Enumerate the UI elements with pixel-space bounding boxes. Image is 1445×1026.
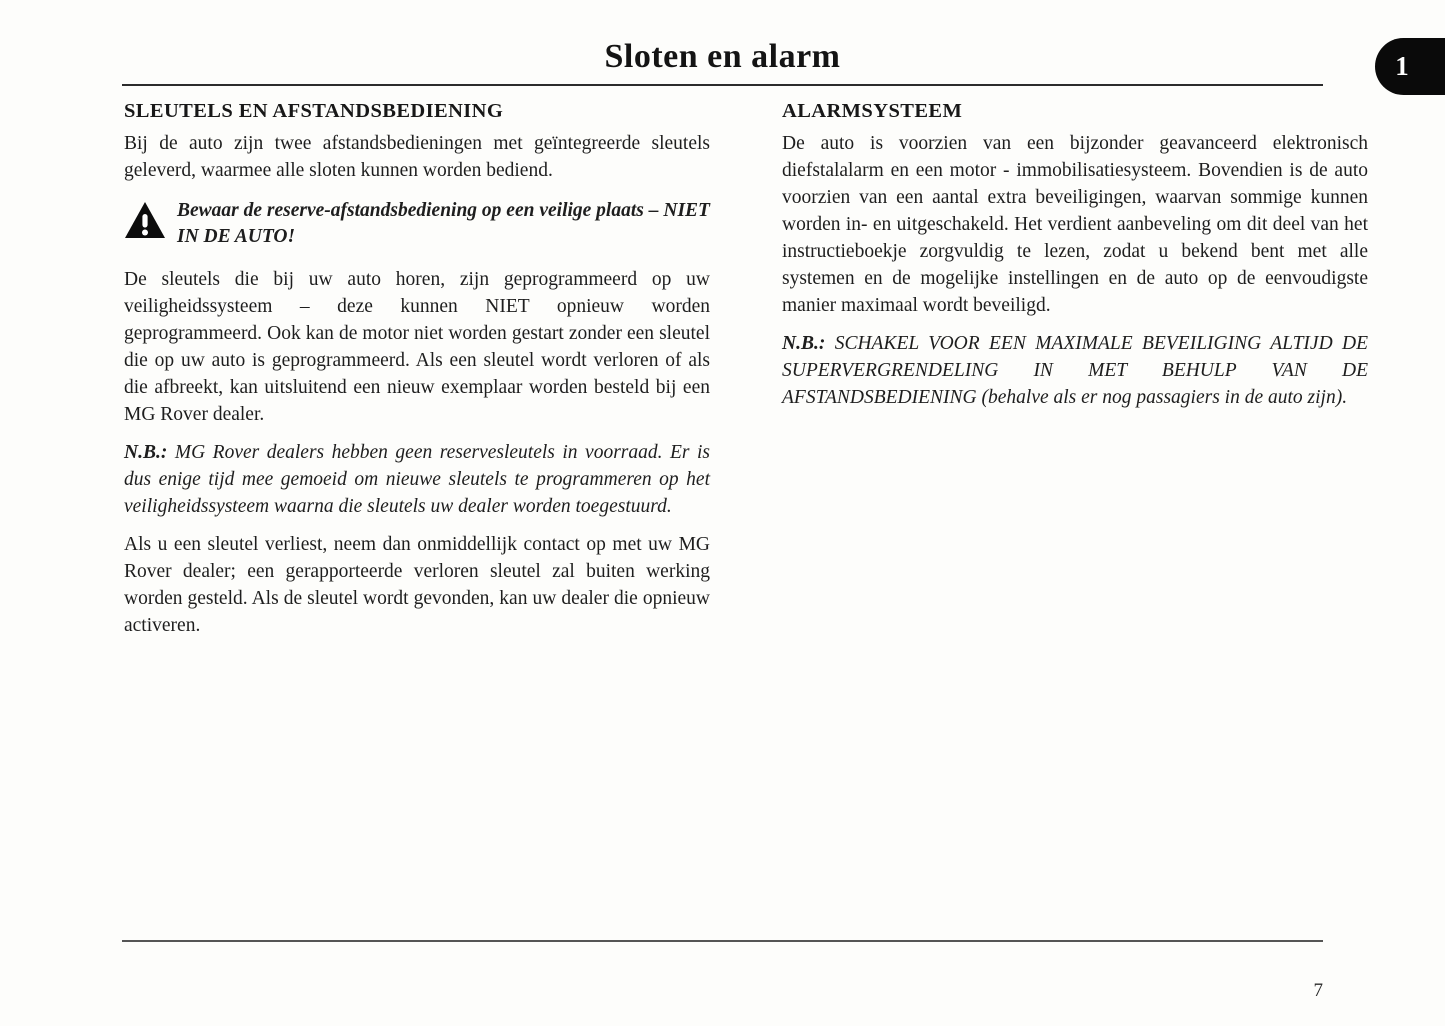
nb-text: MG Rover dealers hebben geen reservesleutels in voorraad. Er is dus enige tijd mee gemoeid om nieuwe sleutels te programmeren op het veiligheidssysteem waarna die sleutels uw dealer worden toegestuurd. [124, 442, 710, 517]
chapter-tab [1375, 38, 1445, 95]
nb-paren-text: (behalve als er nog passagiers in de auto zijn). [981, 387, 1348, 408]
keys-intro-paragraph: Bij de auto zijn twee afstandsbedieningen met geïntegreerde sleutels geleverd, waarmee alle sloten kunnen worden bediend. [124, 133, 710, 181]
warning-note [124, 198, 710, 250]
footer-divider [122, 940, 1323, 942]
page-number: 7 [1313, 980, 1323, 1001]
section-heading-alarm: ALARMSYSTEEM [782, 100, 963, 122]
warning-triangle-icon [124, 198, 166, 250]
chapter-number: 1 [1395, 51, 1409, 81]
section-heading-keys: SLEUTELS EN AFSTANDSBEDIENING [124, 100, 504, 122]
right-column [782, 100, 1368, 650]
warning-text: Bewaar de reserve-afstandsbediening op een veilige plaats – NIET IN DE AUTO! [177, 200, 710, 247]
alarm-nb-note [782, 330, 1368, 411]
page-title: Sloten en alarm [604, 38, 841, 75]
nb-caps-text: SCHAKEL VOOR EEN MAXIMALE BEVEILIGING ALTIJD DE SUPERVERGRENDELING IN MET BEHULP VAN DE AFSTANDSBEDIENING [782, 333, 1369, 408]
left-column [124, 100, 710, 650]
lost-key-paragraph: Als u een sleutel verliest, neem dan onmiddellijk contact op met uw MG Rover dealer; een gerapporteerde verloren sleutel zal buiten werking worden gesteld. Als de sleutel wordt gevonden, kan uw dealer die opnieuw activeren. [124, 534, 710, 636]
nb-label: N.B.: [124, 442, 168, 463]
content-columns [124, 100, 1368, 650]
keys-programming-paragraph: De sleutels die bij uw auto horen, zijn geprogrammeerd op uw veiligheidssysteem – deze kunnen NIET opnieuw worden geprogrammeerd. Ook kan de motor niet worden gestart zonder een sleutel die op uw auto is geprogrammeerd. Als een sleutel wordt verloren of als die afbreekt, kan uitsluitend een nieuw exemplaar worden besteld bij een MG Rover dealer. [124, 269, 710, 425]
keys-nb-note [124, 439, 710, 520]
title-divider [122, 84, 1323, 86]
alarm-intro-paragraph: De auto is voorzien van een bijzonder geavanceerd elektronisch diefstalalarm en een motor - immobilisatiesysteem. Bovendien is de auto voorzien van een aantal extra beveiligingen, waarvan sommige kunnen worden in- en uitgeschakeld. Het verdient aanbeveling om dit deel van het instructieboekje zorgvuldig te lezen, zodat u bekend bent met alle systemen en de mogelijke instellingen en de auto op de eenvoudigste manier maximaal wordt beveiligd. [782, 133, 1368, 316]
nb-label: N.B.: [782, 333, 826, 354]
